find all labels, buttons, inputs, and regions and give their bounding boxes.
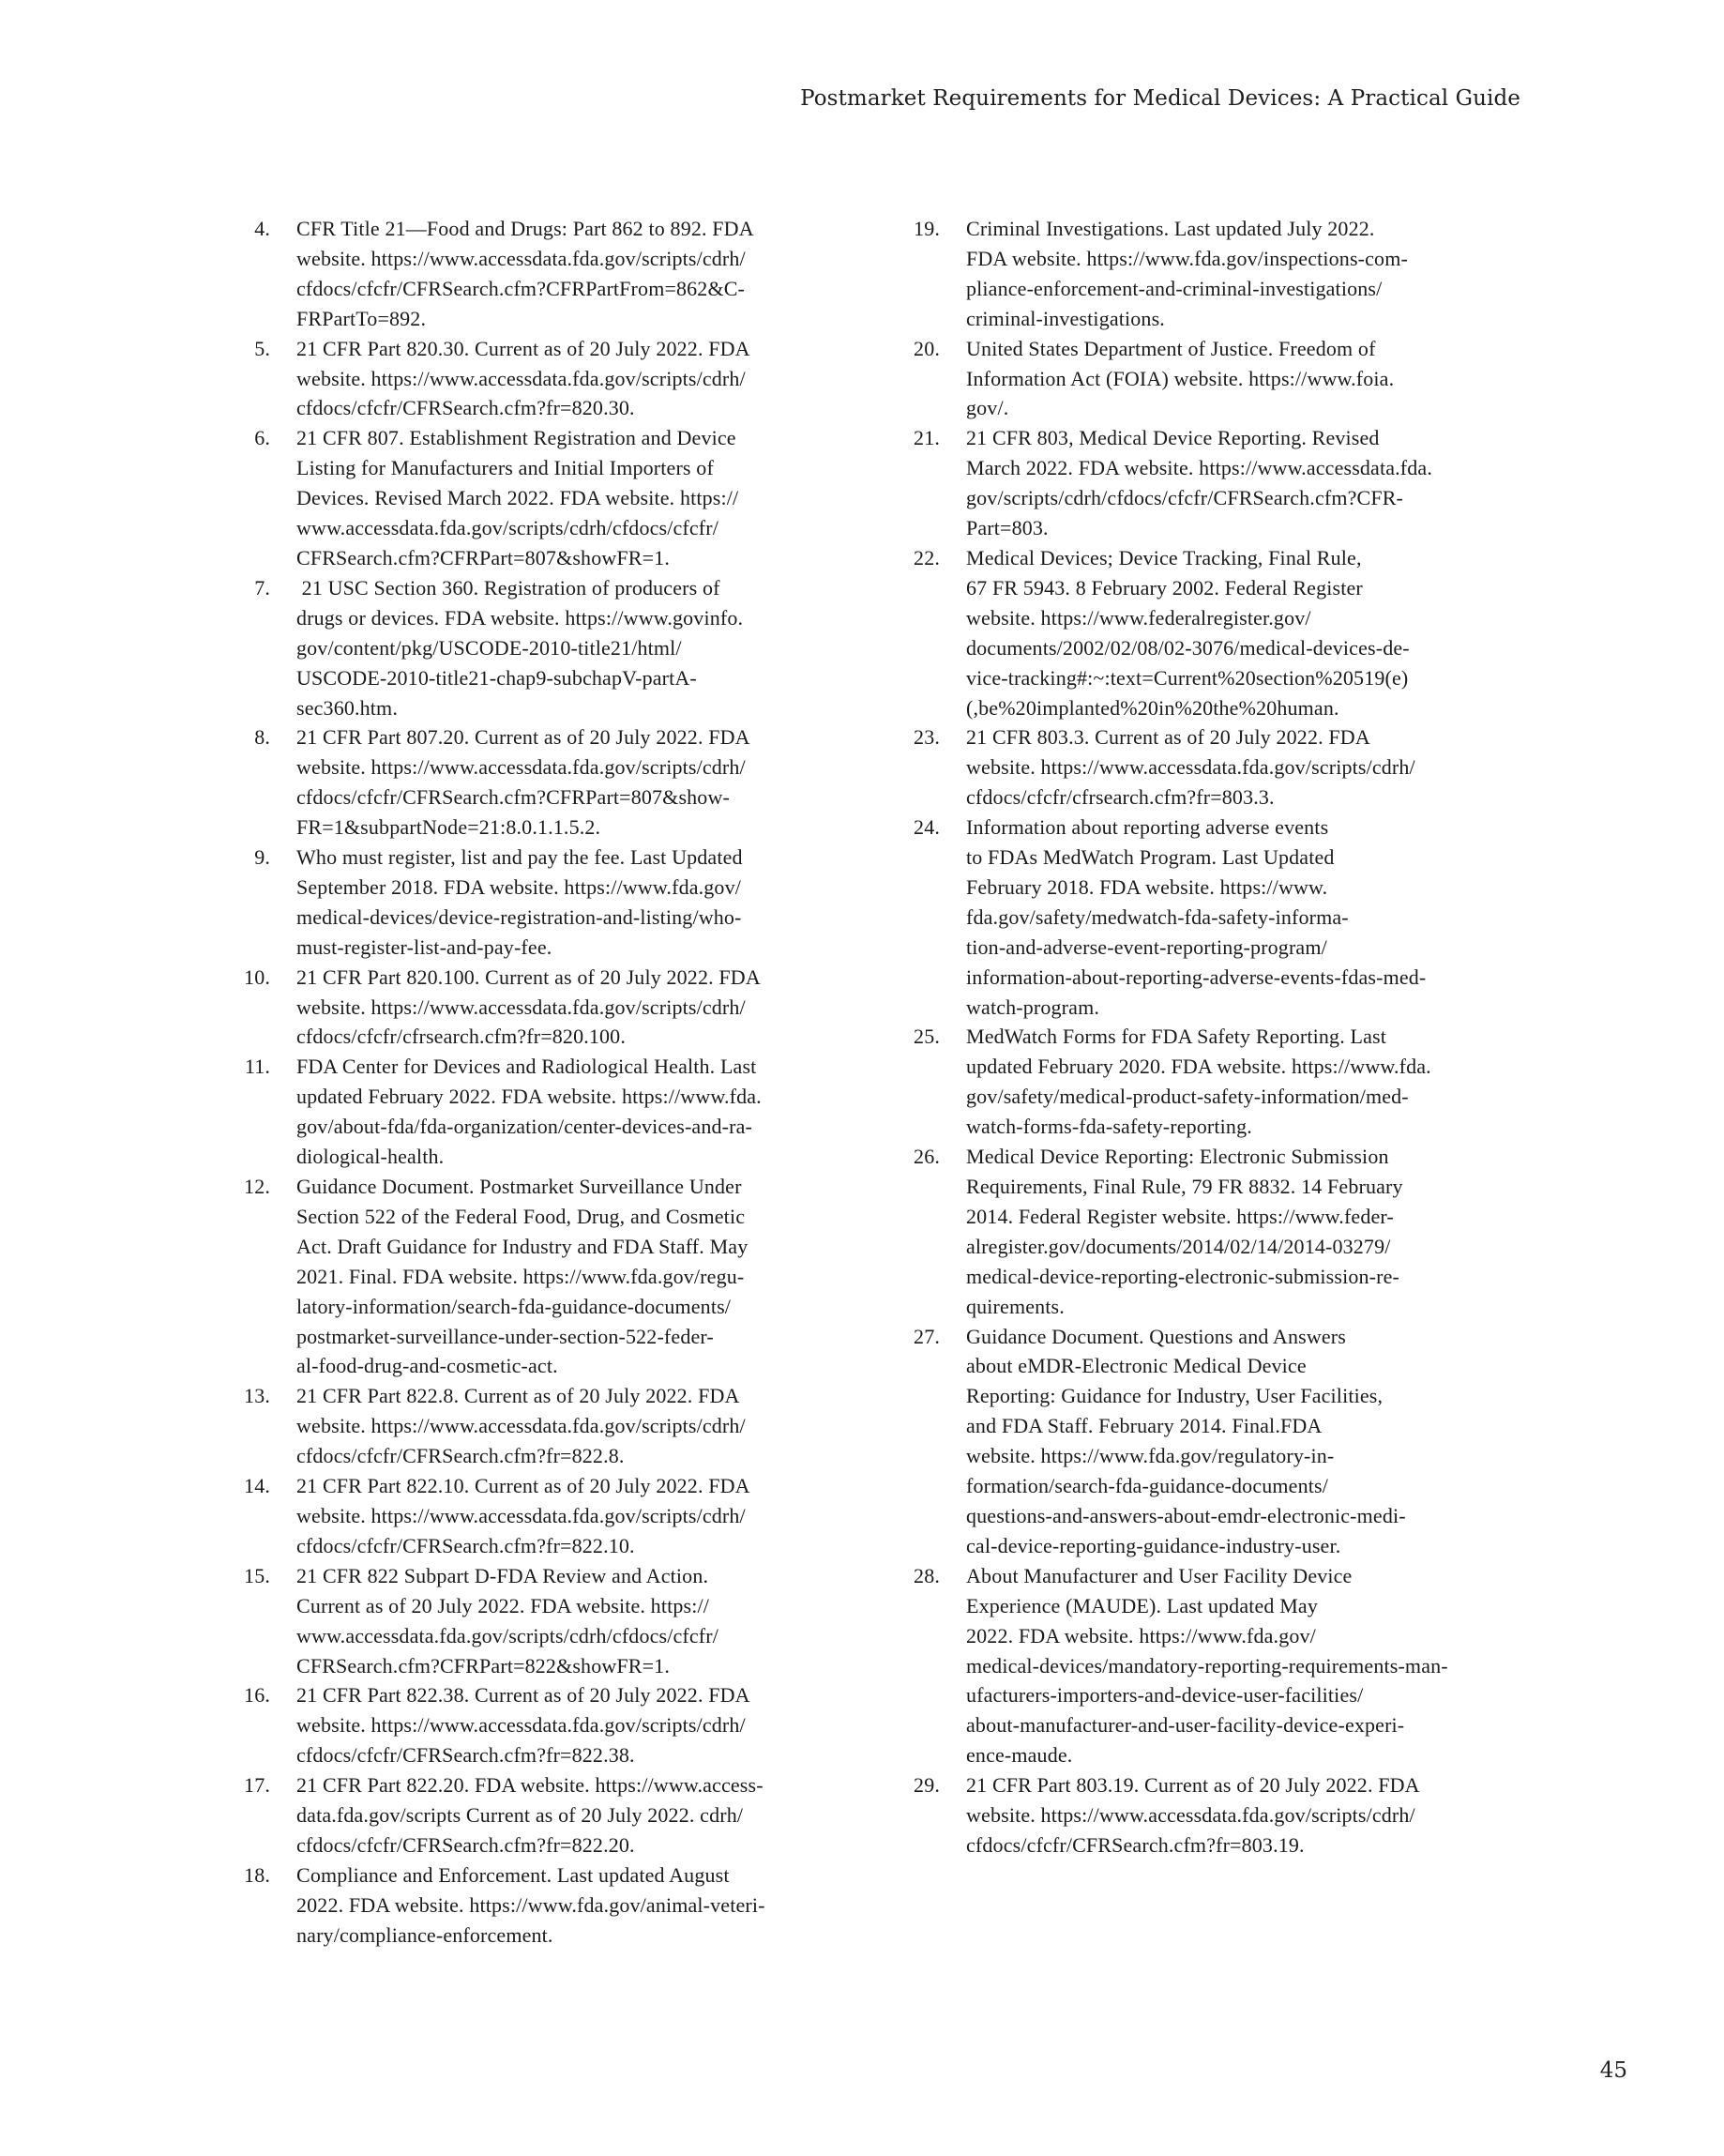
reference-number: 27. <box>914 1324 940 1348</box>
reference-line: about-manufacturer-and-user-facility-device-experi- <box>966 1713 1405 1738</box>
reference-number: 11. <box>244 1055 270 1079</box>
reference-line: 2014. Federal Register website. https://www.feder- <box>966 1204 1394 1228</box>
reference-line: watch-program. <box>966 994 1099 1019</box>
reference-line: cfdocs/cfcfr/CFRSearch.cfm?fr=803.19. <box>966 1832 1305 1857</box>
reference-line: data.fda.gov/scripts Current as of 20 July 2022. cdrh/ <box>296 1803 744 1828</box>
reference-line: Part=803. <box>966 516 1049 540</box>
reference-item <box>893 543 1536 722</box>
reference-line: gov/safety/medical-product-safety-information/med- <box>966 1085 1409 1109</box>
reference-number: 18. <box>244 1862 270 1887</box>
reference-item <box>223 1172 867 1381</box>
reference-line: latory-information/search-fda-guidance-documents/ <box>296 1294 732 1318</box>
reference-line: diological-health. <box>296 1145 445 1169</box>
reference-number: 20. <box>914 336 940 360</box>
reference-line: fda.gov/safety/medwatch-fda-safety-informa- <box>966 904 1349 929</box>
reference-number: 16. <box>244 1683 270 1708</box>
reference-line: pliance-enforcement-and-criminal-investigations/ <box>966 276 1383 300</box>
reference-line: 21 CFR 803, Medical Device Reporting. Revised <box>966 426 1380 450</box>
reference-text <box>296 1860 867 1951</box>
reference-line: USCODE-2010-title21-chap9-subchapV-partA- <box>296 665 697 690</box>
reference-number: 19. <box>914 217 940 240</box>
reference-line: and FDA Staff. February 2014. Final.FDA <box>966 1414 1323 1438</box>
reference-line: medical-devices/device-registration-and-listing/who- <box>296 904 742 929</box>
reference-text <box>966 1142 1536 1321</box>
reference-number: 6. <box>254 426 270 450</box>
reference-line: Listing for Manufacturers and Initial Importers of <box>296 456 714 480</box>
reference-line: 21 CFR Part 822.20. FDA website. https://www.access- <box>296 1773 764 1798</box>
reference-text <box>966 543 1536 722</box>
reference-line: FDA website. https://www.fda.gov/inspections-com- <box>966 246 1408 270</box>
reference-text <box>966 214 1536 334</box>
reference-item <box>223 214 867 334</box>
reference-text <box>296 1561 867 1681</box>
reference-item <box>223 843 867 963</box>
reference-number: 4. <box>254 217 270 240</box>
reference-line: 21 CFR Part 820.30. Current as of 20 July 2022. FDA <box>296 336 750 360</box>
reference-item <box>893 334 1536 424</box>
reference-number: 24. <box>914 815 940 840</box>
reference-line: Information about reporting adverse events <box>966 815 1329 840</box>
reference-line: website. https://www.accessdata.fda.gov/scripts/cdrh/ <box>296 1503 746 1527</box>
reference-line: 21 CFR 807. Establishment Registration and Device <box>296 426 736 450</box>
reference-line: 21 CFR 803.3. Current as of 20 July 2022. FDA <box>966 725 1370 750</box>
reference-line: FDA Center for Devices and Radiological Health. Last <box>296 1055 757 1079</box>
reference-line: documents/2002/02/08/02-3076/medical-devices-de- <box>966 635 1410 660</box>
reference-number: 29. <box>914 1773 940 1798</box>
reference-line: Information Act (FOIA) website. https://www.foia. <box>966 366 1395 390</box>
reference-item <box>893 214 1536 334</box>
reference-number: 12. <box>244 1175 270 1198</box>
reference-text <box>296 334 867 424</box>
reference-line: website. https://www.fda.gov/regulatory-in- <box>966 1444 1335 1468</box>
reference-text <box>296 1770 867 1860</box>
reference-line: sec360.htm. <box>296 695 398 720</box>
reference-item <box>223 573 867 723</box>
reference-number: 15. <box>244 1563 270 1587</box>
reference-text <box>966 1322 1536 1561</box>
reference-number: 21. <box>914 426 940 450</box>
reference-line: cfdocs/cfcfr/CFRSearch.cfm?fr=820.30. <box>296 396 635 420</box>
reference-line: FR=1&subpartNode=21:8.0.1.1.5.2. <box>296 815 601 840</box>
reference-line: 21 CFR Part 807.20. Current as of 20 July 2022. FDA <box>296 725 750 750</box>
reference-line: medical-device-reporting-electronic-submission-re- <box>966 1264 1399 1288</box>
reference-line: website. https://www.accessdata.fda.gov/scripts/cdrh/ <box>966 755 1415 780</box>
reference-line: gov/. <box>966 396 1009 420</box>
reference-line: cal-device-reporting-guidance-industry-user. <box>966 1533 1341 1557</box>
reference-number: 5. <box>254 336 270 360</box>
reference-line: 2021. Final. FDA website. https://www.fda.gov/regu- <box>296 1264 745 1288</box>
references-column-right <box>893 214 1536 1860</box>
reference-line: alregister.gov/documents/2014/02/14/2014-03279/ <box>966 1234 1391 1258</box>
reference-line: 67 FR 5943. 8 February 2002. Federal Register <box>966 575 1363 600</box>
reference-line: FRPartTo=892. <box>296 306 427 330</box>
reference-item <box>223 1860 867 1951</box>
reference-line: gov/about-fda/fda-organization/center-devices-and-ra- <box>296 1115 752 1139</box>
reference-line: Medical Devices; Device Tracking, Final Rule, <box>966 545 1362 569</box>
reference-line: CFRSearch.cfm?CFRPart=822&showFR=1. <box>296 1653 670 1678</box>
reference-number: 22. <box>914 545 940 569</box>
reference-line: website. https://www.accessdata.fda.gov/scripts/cdrh/ <box>296 1414 746 1438</box>
reference-line: 2022. FDA website. https://www.fda.gov/animal-veteri- <box>296 1892 765 1917</box>
reference-line: 2022. FDA website. https://www.fda.gov/ <box>966 1623 1316 1647</box>
reference-line: cfdocs/cfcfr/CFRSearch.cfm?fr=822.8. <box>296 1444 625 1468</box>
reference-line: Requirements, Final Rule, 79 FR 8832. 14 February <box>966 1175 1403 1198</box>
reference-line: website. https://www.federalregister.gov/ <box>966 605 1311 630</box>
reference-line: 21 CFR Part 822.10. Current as of 20 July 2022. FDA <box>296 1474 750 1498</box>
reference-text <box>966 1022 1536 1142</box>
reference-line: formation/search-fda-guidance-documents/ <box>966 1474 1328 1498</box>
reference-line: Medical Device Reporting: Electronic Submission <box>966 1145 1389 1169</box>
reference-number: 9. <box>254 845 270 870</box>
reference-number: 13. <box>244 1384 270 1408</box>
reference-text <box>296 1381 867 1471</box>
reference-line: Criminal Investigations. Last updated July 2022. <box>966 217 1375 240</box>
reference-line: website. https://www.accessdata.fda.gov/scripts/cdrh/ <box>296 1713 746 1738</box>
reference-item <box>223 963 867 1053</box>
reference-item <box>223 1680 867 1770</box>
reference-item <box>223 1561 867 1681</box>
reference-line: Guidance Document. Postmarket Surveillance Under <box>296 1175 742 1198</box>
reference-line: Compliance and Enforcement. Last updated August <box>296 1862 730 1887</box>
reference-line: medical-devices/mandatory-reporting-requirements-man- <box>966 1653 1448 1678</box>
reference-text <box>296 214 867 334</box>
reference-item <box>893 1561 1536 1770</box>
reference-item <box>223 1770 867 1860</box>
reference-item <box>223 423 867 573</box>
reference-item <box>893 1770 1536 1860</box>
reference-line: website. https://www.accessdata.fda.gov/scripts/cdrh/ <box>966 1803 1415 1828</box>
reference-line: 21 CFR Part 822.38. Current as of 20 July 2022. FDA <box>296 1683 750 1708</box>
reference-line: cfdocs/cfcfr/CFRSearch.cfm?fr=822.20. <box>296 1832 635 1857</box>
reference-text <box>296 423 867 573</box>
reference-line: vice-tracking#:~:text=Current%20section%20519(e) <box>966 665 1409 690</box>
reference-line: www.accessdata.fda.gov/scripts/cdrh/cfdocs/cfcfr/ <box>296 1623 719 1647</box>
reference-line: Reporting: Guidance for Industry, User Facilities, <box>966 1384 1384 1408</box>
reference-line: website. https://www.accessdata.fda.gov/scripts/cdrh/ <box>296 366 746 390</box>
reference-number: 14. <box>244 1474 270 1498</box>
reference-line: website. https://www.accessdata.fda.gov/scripts/cdrh/ <box>296 755 746 780</box>
reference-line: cfdocs/cfcfr/CFRSearch.cfm?CFRPartFrom=862&C- <box>296 276 746 300</box>
reference-item <box>223 1381 867 1471</box>
reference-text <box>966 1770 1536 1860</box>
reference-number: 8. <box>254 725 270 750</box>
reference-number: 28. <box>914 1563 940 1587</box>
reference-line: al-food-drug-and-cosmetic-act. <box>296 1354 558 1378</box>
reference-line: website. https://www.accessdata.fda.gov/scripts/cdrh/ <box>296 246 746 270</box>
reference-item <box>893 722 1536 812</box>
reference-line: March 2022. FDA website. https://www.accessdata.fda. <box>966 456 1432 480</box>
reference-line: (,be%20implanted%20in%20the%20human. <box>966 695 1339 720</box>
reference-line: Current as of 20 July 2022. FDA website. https:// <box>296 1593 710 1617</box>
page-number: 45 <box>1599 2058 1627 2083</box>
reference-line: Devices. Revised March 2022. FDA website. https:// <box>296 486 739 510</box>
reference-line: United States Department of Justice. Freedom of <box>966 336 1376 360</box>
reference-item <box>893 1142 1536 1321</box>
reference-number: 17. <box>244 1773 270 1798</box>
reference-line: Guidance Document. Questions and Answers <box>966 1324 1346 1348</box>
reference-line: 21 CFR Part 820.100. Current as of 20 July 2022. FDA <box>296 964 761 989</box>
reference-item <box>223 1052 867 1172</box>
reference-line: Section 522 of the Federal Food, Drug, and Cosmetic <box>296 1204 746 1228</box>
reference-item <box>893 423 1536 543</box>
reference-line: 21 USC Section 360. Registration of producers of <box>296 575 720 600</box>
reference-line: cfdocs/cfcfr/CFRSearch.cfm?CFRPart=807&show- <box>296 785 730 810</box>
reference-line: ence-maude. <box>966 1743 1073 1768</box>
reference-line: watch-forms-fda-safety-reporting. <box>966 1115 1252 1139</box>
reference-line: 21 CFR Part 822.8. Current as of 20 July 2022. FDA <box>296 1384 740 1408</box>
reference-line: Act. Draft Guidance for Industry and FDA Staff. May <box>296 1234 749 1258</box>
reference-line: MedWatch Forms for FDA Safety Reporting. Last <box>966 1025 1386 1049</box>
reference-number: 26. <box>914 1145 940 1169</box>
reference-line: to FDAs MedWatch Program. Last Updated <box>966 845 1335 870</box>
reference-number: 10. <box>244 964 270 989</box>
reference-line: cfdocs/cfcfr/CFRSearch.cfm?fr=822.38. <box>296 1743 635 1768</box>
reference-text <box>296 963 867 1053</box>
reference-line: 21 CFR Part 803.19. Current as of 20 July 2022. FDA <box>966 1773 1420 1798</box>
reference-number: 23. <box>914 725 940 750</box>
reference-text <box>966 812 1536 1022</box>
reference-line: 21 CFR 822 Subpart D-FDA Review and Action. <box>296 1563 709 1587</box>
reference-line: quirements. <box>966 1294 1065 1318</box>
reference-item <box>223 334 867 424</box>
running-header-title: Postmarket Requirements for Medical Devices: A Practical Guide <box>800 86 1520 111</box>
reference-text <box>296 843 867 963</box>
reference-text <box>296 573 867 723</box>
reference-line: drugs or devices. FDA website. https://www.govinfo. <box>296 605 744 630</box>
reference-text <box>966 1561 1536 1770</box>
reference-text <box>296 1052 867 1172</box>
reference-line: cfdocs/cfcfr/cfrsearch.cfm?fr=820.100. <box>296 1025 626 1049</box>
reference-text <box>296 722 867 843</box>
reference-line: cfdocs/cfcfr/cfrsearch.cfm?fr=803.3. <box>966 785 1275 810</box>
reference-line: CFRSearch.cfm?CFRPart=807&showFR=1. <box>296 545 670 569</box>
reference-line: February 2018. FDA website. https://www. <box>966 874 1328 899</box>
reference-line: About Manufacturer and User Facility Device <box>966 1563 1353 1587</box>
reference-line: postmarket-surveillance-under-section-522-feder- <box>296 1324 714 1348</box>
reference-line: Who must register, list and pay the fee. Last Updated <box>296 845 743 870</box>
reference-item <box>893 812 1536 1022</box>
reference-item <box>223 1471 867 1561</box>
reference-line: gov/scripts/cdrh/cfdocs/cfcfr/CFRSearch.cfm?CFR- <box>966 486 1404 510</box>
reference-line: updated February 2020. FDA website. https://www.fda. <box>966 1055 1431 1079</box>
reference-line: updated February 2022. FDA website. https://www.fda. <box>296 1085 762 1109</box>
reference-text <box>966 334 1536 424</box>
reference-line: must-register-list-and-pay-fee. <box>296 934 552 959</box>
reference-line: about eMDR-Electronic Medical Device <box>966 1354 1307 1378</box>
reference-line: CFR Title 21—Food and Drugs: Part 862 to 892. FDA <box>296 217 754 240</box>
reference-number: 25. <box>914 1025 940 1049</box>
reference-line: nary/compliance-enforcement. <box>296 1922 553 1947</box>
reference-line: www.accessdata.fda.gov/scripts/cdrh/cfdocs/cfcfr/ <box>296 516 719 540</box>
reference-text <box>966 722 1536 812</box>
reference-item <box>223 722 867 843</box>
reference-line: Experience (MAUDE). Last updated May <box>966 1593 1318 1617</box>
reference-line: criminal-investigations. <box>966 306 1165 330</box>
reference-item <box>893 1022 1536 1142</box>
reference-line: questions-and-answers-about-emdr-electronic-medi- <box>966 1503 1406 1527</box>
reference-line: information-about-reporting-adverse-events-fdas-med- <box>966 964 1427 989</box>
reference-text <box>296 1680 867 1770</box>
reference-line: tion-and-adverse-event-reporting-program/ <box>966 934 1327 959</box>
reference-line: website. https://www.accessdata.fda.gov/scripts/cdrh/ <box>296 994 746 1019</box>
reference-number: 7. <box>254 575 270 600</box>
reference-text <box>966 423 1536 543</box>
references-column-left <box>223 214 867 1951</box>
reference-text <box>296 1172 867 1381</box>
reference-line: ufacturers-importers-and-device-user-facilities/ <box>966 1683 1364 1708</box>
reference-line: gov/content/pkg/USCODE-2010-title21/html/ <box>296 635 682 660</box>
reference-line: September 2018. FDA website. https://www.fda.gov/ <box>296 874 741 899</box>
reference-text <box>296 1471 867 1561</box>
reference-line: cfdocs/cfcfr/CFRSearch.cfm?fr=822.10. <box>296 1533 635 1557</box>
reference-item <box>893 1322 1536 1561</box>
